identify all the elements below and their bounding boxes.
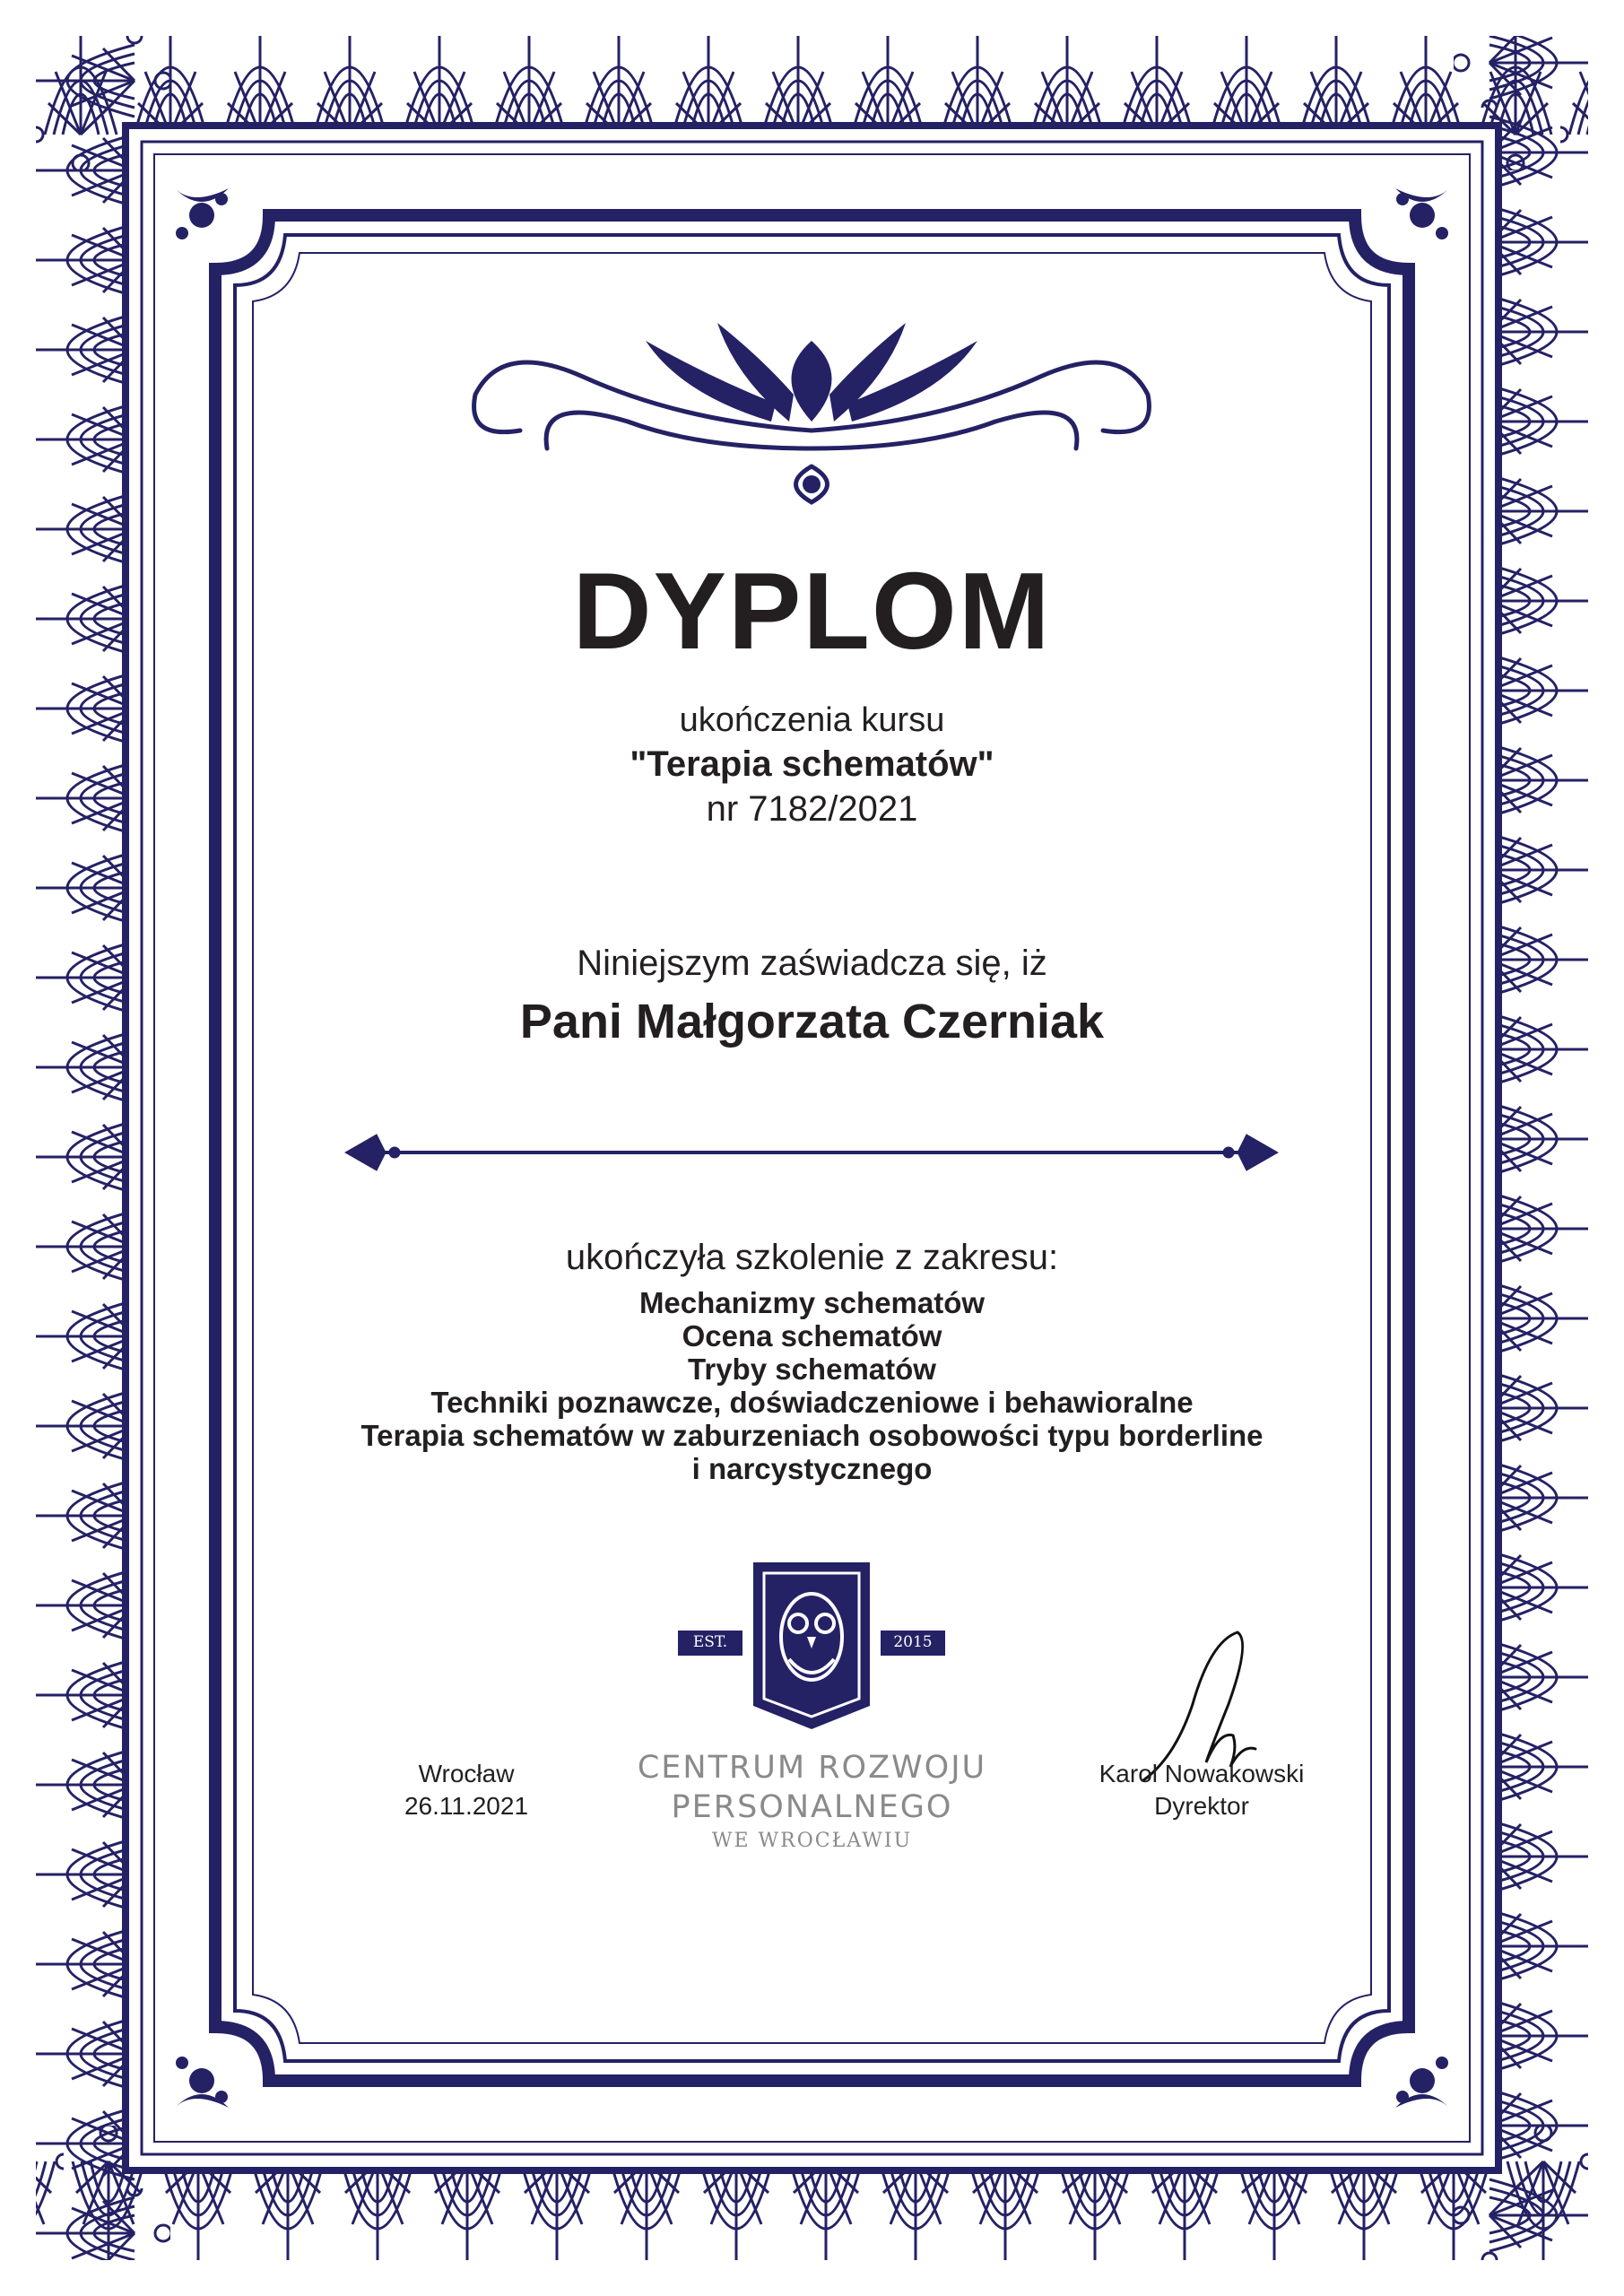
topic-item: Terapia schematów w zaburzeniach osobowości typu borderline xyxy=(360,1419,1264,1452)
diploma-number: nr 7182/2021 xyxy=(706,789,918,829)
certify-text: Niniejszym zaświadcza się, iż xyxy=(577,944,1047,983)
topic-item: Ocena schematów xyxy=(682,1319,942,1352)
diploma-subtitle: ukończenia kursu xyxy=(679,701,945,739)
signer-role: Dyrektor xyxy=(1154,1792,1249,1820)
logo-est-label: EST. xyxy=(692,1633,728,1651)
course-name: "Terapia schematów" xyxy=(630,744,994,784)
signer-name: Karol Nowakowski xyxy=(1099,1760,1305,1787)
recipient-name: Pani Małgorzata Czerniak xyxy=(519,995,1105,1048)
org-name-line3: WE WROCŁAWIU xyxy=(711,1830,913,1852)
completed-text: ukończyła szkolenie z zakresu: xyxy=(565,1238,1059,1277)
issue-place: Wrocław xyxy=(418,1760,515,1787)
logo-year: 2015 xyxy=(893,1633,933,1651)
topics-list xyxy=(0,1286,1624,1485)
topic-item: i narcystycznego xyxy=(691,1452,933,1485)
topic-item: Techniki poznawcze, doświadczeniowe i behawioralne xyxy=(430,1386,1194,1419)
diploma-title: DYPLOM xyxy=(572,550,1052,672)
issue-date: 26.11.2021 xyxy=(404,1792,529,1820)
issue-place-date xyxy=(377,1758,556,1822)
org-name-line1: CENTRUM ROZWOJU xyxy=(637,1750,987,1786)
topic-item: Mechanizmy schematów xyxy=(638,1286,986,1319)
signer-block xyxy=(1067,1758,1336,1822)
topic-item: Tryby schematów xyxy=(688,1352,936,1386)
org-name-line2: PERSONALNEGO xyxy=(671,1789,953,1825)
